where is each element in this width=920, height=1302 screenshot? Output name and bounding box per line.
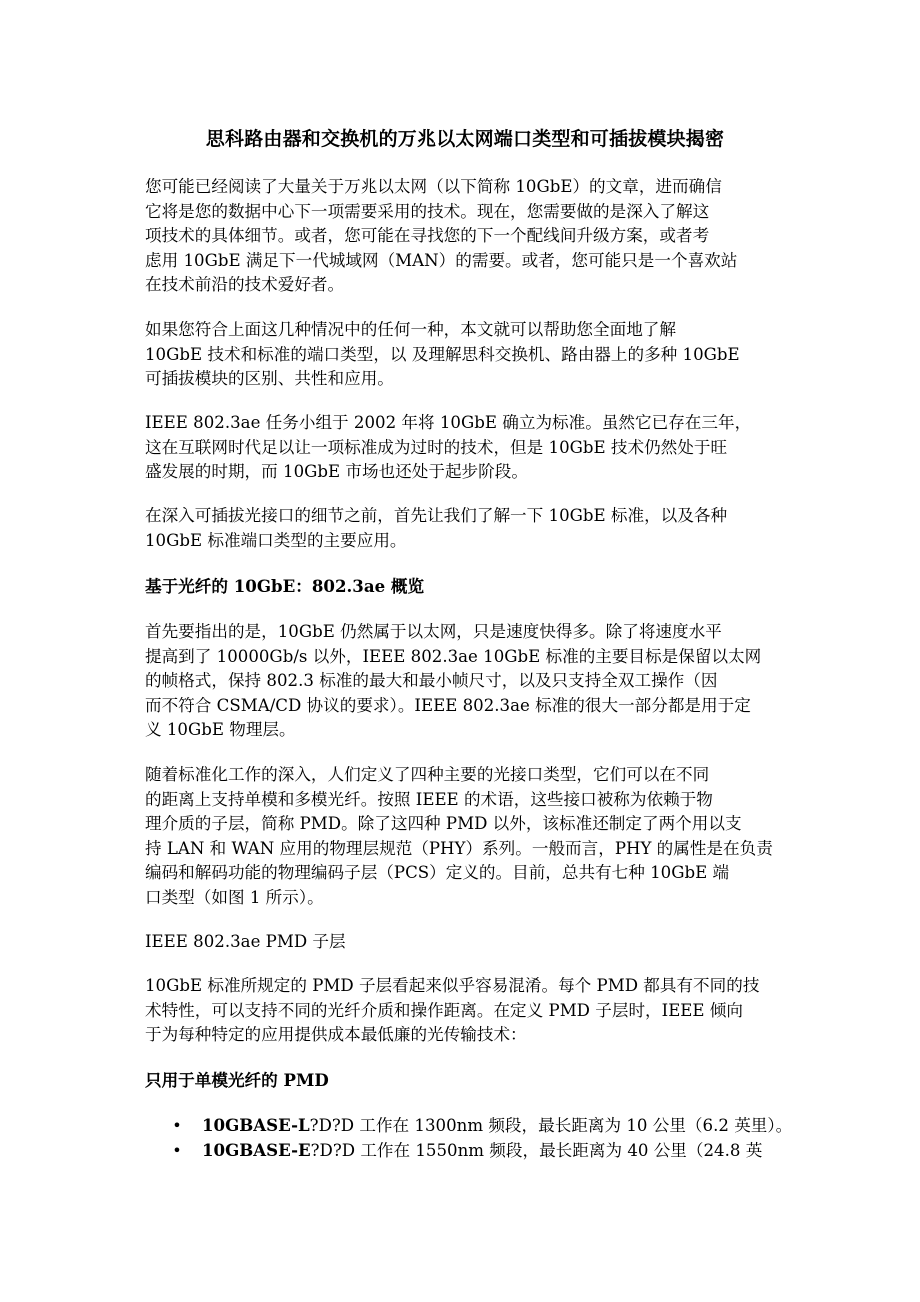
paragraph-2 <box>145 318 785 392</box>
text-line: 10GbE 标准所规定的 PMD 子层看起来似乎容易混淆。每个 PMD 都具有不同的技 <box>145 976 760 995</box>
text-line: 在深入可插拔光接口的细节之前，首先让我们了解一下 10GbE 标准，以及各种 <box>145 506 728 525</box>
text-line: 您可能已经阅读了大量关于万兆以太网（以下简称 10GbE）的文章，进而确信 <box>145 177 722 196</box>
section-heading: IEEE 802.3ae PMD 子层 <box>145 932 346 951</box>
text-line: IEEE 802.3ae 任务小组于 2002 年将 10GbE 确立为标准。虽然它已存在三年， <box>145 413 752 432</box>
paragraph-6 <box>145 763 785 910</box>
text-line: 随着标准化工作的深入，人们定义了四种主要的光接口类型，它们可以在不同 <box>145 765 710 784</box>
text-line: 于为每种特定的应用提供成本最低廉的光传输技术： <box>145 1025 527 1044</box>
text-line: 如果您符合上面这几种情况中的任何一种，本文就可以帮助您全面地了解 <box>145 320 676 339</box>
paragraph-7 <box>145 974 785 1048</box>
paragraph-5 <box>145 620 785 743</box>
text-line: 的距离上支持单模和多模光纤。按照 IEEE 的术语，这些接口被称为依赖于物 <box>145 789 713 809</box>
text-line: 术特性，可以支持不同的光纤介质和操作距离。在定义 PMD 子层时，IEEE 倾向 <box>145 1000 743 1020</box>
paragraph-3 <box>145 411 785 485</box>
text-line: 编码和解码功能的物理编码子层（PCS）定义的。目前，总共有七种 10GbE 端 <box>145 863 730 882</box>
text-line: 理介质的子层，简称 PMD。除了这四种 PMD 以外，该标准还制定了两个用以支 <box>145 814 742 833</box>
text-line: 而不符合 CSMA/CD 协议的要求）。IEEE 802.3ae 标准的很大一部分都是用于定 <box>145 695 751 715</box>
list-item <box>145 1113 805 1138</box>
text-line: 它将是您的数据中心下一项需要采用的技术。现在，您需要做的是深入了解这 <box>145 201 710 221</box>
list-item <box>145 1138 805 1163</box>
text-line: 的帧格式，保持 802.3 标准的最大和最小帧尺寸，以及只支持全双工操作（因 <box>145 671 718 690</box>
paragraph-1 <box>145 175 785 298</box>
text-line: 可插拔模块的区别、共性和应用。 <box>145 369 394 388</box>
text-line: 在技术前沿的技术爱好者。 <box>145 275 345 294</box>
text-line: 义 10GbE 物理层。 <box>145 720 296 739</box>
text-line: 10GbE 技术和标准的端口类型，以 及理解思科交换机、路由器上的多种 10GbE <box>145 344 740 364</box>
text-line: 口类型（如图 1 所示）。 <box>145 887 324 907</box>
section-heading: 基于光纤的 10GbE：802.3ae 概览 <box>145 576 425 596</box>
list-item-text: ?D?D 工作在 1300nm 频段，最长距离为 10 公里（6.2 英里）。 <box>309 1116 793 1135</box>
bullet-icon: • <box>172 1116 182 1135</box>
paragraph-4 <box>145 504 785 553</box>
text-line: 虑用 10GbE 满足下一代城域网（MAN）的需要。或者，您可能只是一个喜欢站 <box>145 250 738 270</box>
text-line: 盛发展的时期，而 10GbE 市场也还处于起步阶段。 <box>145 462 528 481</box>
text-line: 首先要指出的是，10GbE 仍然属于以太网，只是速度快得多。除了将速度水平 <box>145 622 722 641</box>
text-line: 项技术的具体细节。或者，您可能在寻找您的下一个配线间升级方案，或者考 <box>145 226 710 245</box>
text-line: 提高到了 10000Gb/s 以外，IEEE 802.3ae 10GbE 标准的主要目标是保留以太网 <box>145 646 762 666</box>
text-line: 持 LAN 和 WAN 应用的物理层规范（PHY）系列。一般而言，PHY 的属性是在负责 <box>145 838 773 858</box>
bullet-icon: • <box>172 1141 182 1160</box>
section-heading: 只用于单模光纤的 PMD <box>145 1070 329 1090</box>
text-line: 10GbE 标准端口类型的主要应用。 <box>145 530 407 550</box>
list-item-term: 10GBASE-L <box>202 1115 310 1135</box>
list-item-term: 10GBASE-E <box>202 1140 311 1160</box>
bullet-list <box>145 1113 805 1163</box>
list-item-text: ?D?D 工作在 1550nm 频段，最长距离为 40 公里（24.8 英 <box>310 1141 763 1160</box>
text-line: 这在互联网时代足以让一项标准成为过时的技术，但是 10GbE 技术仍然处于旺 <box>145 437 728 457</box>
document-title: 思科路由器和交换机的万兆以太网端口类型和可插拔模块揭密 <box>205 128 725 150</box>
